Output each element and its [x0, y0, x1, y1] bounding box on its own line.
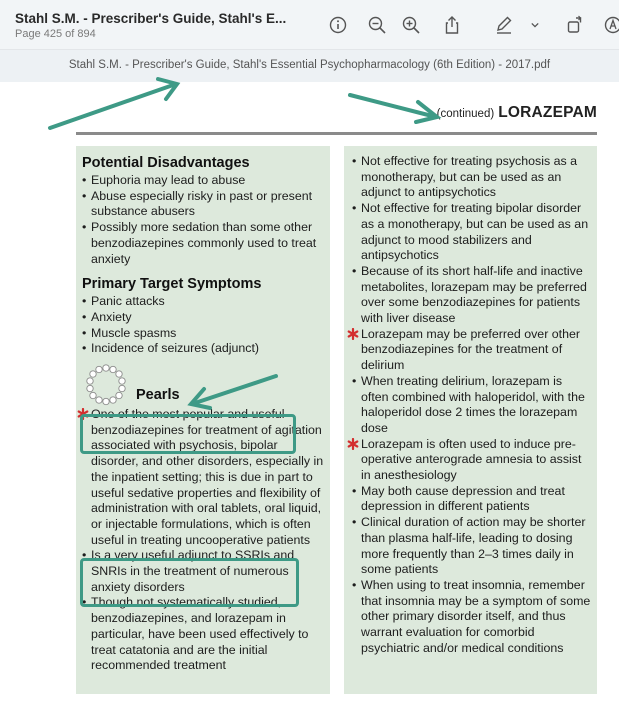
list-item [352, 327, 591, 374]
list-item: • Anxiety [82, 310, 324, 326]
markup-menu-button[interactable] [527, 13, 543, 37]
target-symptoms-heading: Primary Target Symptoms [82, 276, 262, 293]
markup-pen-icon [494, 15, 514, 35]
markup-circle-button[interactable] [601, 13, 619, 37]
continued-label: (continued) [436, 108, 495, 120]
markup-circle-icon [603, 15, 619, 35]
drug-name: LORAZEPAM [498, 104, 597, 121]
running-header [437, 104, 597, 122]
markup-button[interactable] [492, 13, 516, 37]
target-symptoms-list [82, 294, 324, 357]
highlight-box-pearl-2 [80, 558, 299, 607]
zoom-out-button[interactable] [365, 13, 389, 37]
disadvantages-heading: Potential Disadvantages [82, 155, 250, 171]
header-rule [76, 132, 597, 135]
list-item: • Panic attacks [82, 294, 324, 310]
list-item: • Is a very useful adjunct to SSRIs and SNRIs in the treatment of numerous anxiety disorders [82, 548, 324, 595]
chevron-down-icon [527, 15, 543, 35]
document-title: Stahl S.M. - Prescriber's Guide, Stahl's E... [15, 11, 287, 26]
viewer-toolbar [0, 0, 619, 50]
info-button[interactable] [326, 13, 350, 37]
list-item: • Not effective for treating bipolar disorder as a monotherapy, but can be used as an adjunct to mood stabilizers and antipsychotics [352, 201, 591, 264]
filename-bar [0, 50, 619, 82]
list-item: • Not effective for treating psychosis as a monotherapy, but can be used as an adjunct to antipsychotics [352, 154, 591, 201]
zoom-in-icon [401, 15, 421, 35]
list-item: • May both cause depression and treat depression in different patients [352, 484, 591, 515]
asterisk-star-icon [347, 438, 359, 450]
list-item: • When treating delirium, lorazepam is often combined with haloperidol, with the haloperidol dose 2 times the lorazepam dose [352, 374, 591, 437]
disadvantages-list [82, 173, 324, 267]
list-item-text: One of the most popular and useful benzodiazepines for treatment of agitation associated with psychosis, bipolar disorder, and other disorders, especially in the inpatient setting; this is due in part to useful sedative properties and flexibility of administration with oral tablets, oral liquid, or injectable formulations, which is often useful in treating uncooperative patients [91, 407, 324, 547]
zoom-in-button[interactable] [399, 13, 423, 37]
pdf-page [0, 82, 619, 705]
list-item-text: Lorazepam is often used to induce pre-operative anterograde amnesia to assist in anesthesiology [361, 436, 582, 483]
list-item: • Incidence of seizures (adjunct) [82, 341, 324, 357]
pearl-necklace-icon [84, 363, 128, 407]
share-icon [442, 15, 462, 35]
list-item: • Clinical duration of action may be shorter than plasma half-life, leading to dosing more frequently than 2–3 times daily in some patients [352, 515, 591, 578]
list-item-text: Lorazepam may be preferred over other benzodiazepines for the treatment of delirium [361, 326, 581, 373]
list-item: • Abuse especially risky in past or present substance abusers [82, 189, 324, 220]
page-indicator: Page 425 of 894 [15, 28, 96, 40]
list-item: • Because of its short half-life and inactive metabolites, lorazepam may be preferred over some benzodiazepines for patients with liver disease [352, 264, 591, 327]
highlight-box-pearl-1 [80, 414, 296, 454]
list-item: • Euphoria may lead to abuse [82, 173, 324, 189]
share-button[interactable] [440, 13, 464, 37]
list-item: • When using to treat insomnia, remember that insomnia may be a symptom of some other primary disorder itself, and thus warrant evaluation for comorbid psychiatric and/or medical conditions [352, 578, 591, 657]
list-item: • Possibly more sedation than some other benzodiazepines commonly used to treat anxiety [82, 220, 324, 267]
list-item: • Though not systematically studied, benzodiazepines, and lorazepam in particular, have been used effectively to treat catatonia and are the initial recommended treatment [82, 595, 324, 674]
rotate-button[interactable] [563, 13, 587, 37]
list-item [352, 437, 591, 484]
file-name: Stahl S.M. - Prescriber's Guide, Stahl's Essential Psychopharmacology (6th Edition) - 2017.pdf [68, 59, 551, 71]
rotate-icon [565, 15, 585, 35]
right-column [344, 146, 597, 694]
info-icon [328, 15, 348, 35]
list-item: • Muscle spasms [82, 326, 324, 342]
asterisk-star-icon [347, 328, 359, 340]
pearls-header [82, 367, 324, 407]
pearls-heading: Pearls [136, 387, 180, 404]
pearls-continued-list [352, 154, 591, 657]
zoom-out-icon [367, 15, 387, 35]
